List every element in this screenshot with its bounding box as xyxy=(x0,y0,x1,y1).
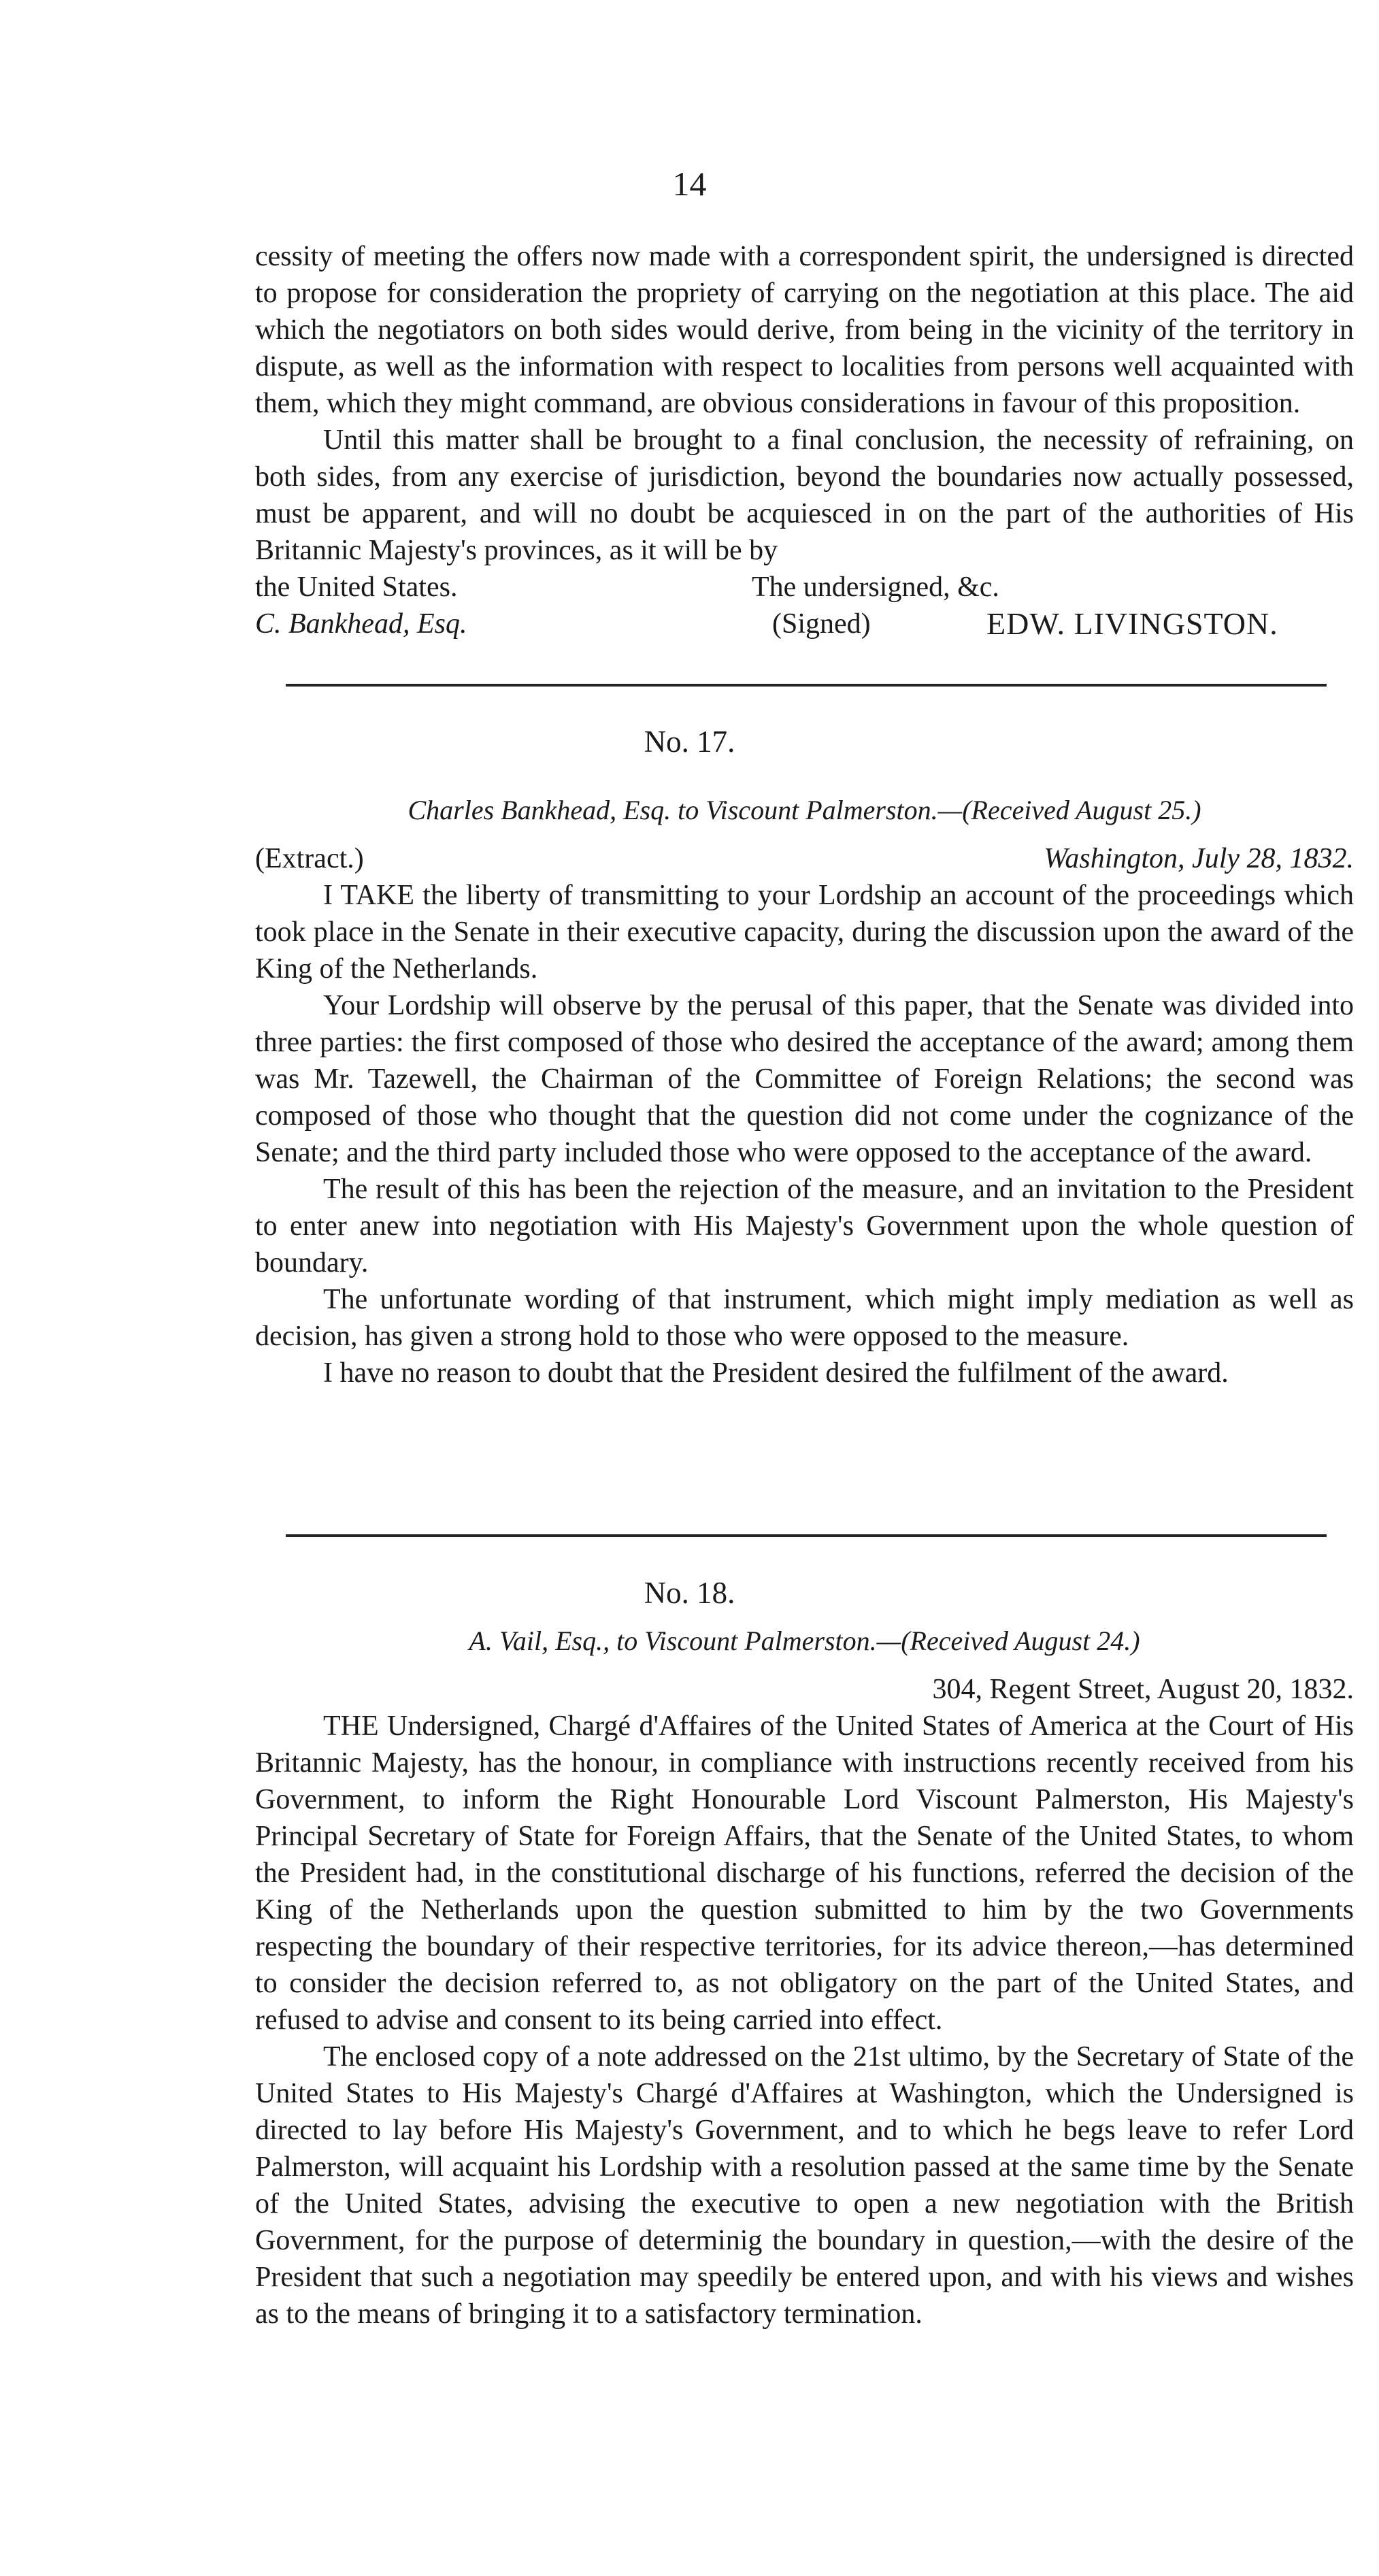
section-divider xyxy=(286,684,1327,687)
signatory: EDW. LIVINGSTON. xyxy=(986,606,1278,641)
paragraph: I TAKE the liberty of transmitting to your Lordship an account of the proceedings which took place in the Senate in their executive capacity, during the discussion upon the award of the King of the Netherlands. xyxy=(255,880,1354,985)
dateline-17: Washington, July 28, 1832. xyxy=(1044,843,1354,874)
continuation-section xyxy=(255,238,1354,642)
document-heading-17: No. 17. xyxy=(644,725,735,759)
paragraph: The enclosed copy of a note addressed on the 21st ultimo, by the Secretary of State of the United States to His Majesty's Chargé d'Affaires at Washington, which the Undersigned is directed to lay before His Majesty's Government, and to which he begs leave to refer Lord Palmerston, will acquaint his Lordship with a resolution passed at the same time by the Senate of the United States, advising the executive to open a new negotiation with the British Government, for the purpose of determinig the boundary in question,—with the desire of the President that such a negotiation may speedily be entered upon, and with his views and wishes as to the means of bringing it to a satisfactory termination. xyxy=(255,2041,1354,2330)
document-heading-18: No. 18. xyxy=(644,1576,735,1610)
document-subheading-18: A. Vail, Esq., to Viscount Palmerston.—(Received August 24.) xyxy=(469,1625,1140,1656)
last-line: the United States. xyxy=(255,572,458,603)
continuation-paragraph: Until this matter shall be brought to a final conclusion, the necessity of refraining, on both sides, from any exercise of jurisdiction, beyond the boundaries now actually possessed, must be apparent, and will no doubt be acquiesced in on the part of the authorities of His Britannic Majesty's provinces, as it will be by xyxy=(255,425,1354,566)
paragraph: I have no reason to doubt that the President desired the fulfilment of the award. xyxy=(323,1357,1229,1389)
document-17-body xyxy=(255,840,1354,1391)
signature-row xyxy=(255,606,1354,642)
paragraph: THE Undersigned, Chargé d'Affaires of the United States of America at the Court of His Britannic Majesty, has the honour, in compliance with instructions recently received from his Government, to inform the Right Honourable Lord Viscount Palmerston, His Majesty's Principal Secretary of State for Foreign Affairs, that the Senate of the United States, to whom the President had, in the constitutional discharge of his functions, referred the decision of the King of the Netherlands upon the question submitted to him by the two Governments respecting the boundary of their respective territories, for its advice thereon,—has determined to consider the decision referred to, as not obligatory on the part of the United States, and refused to advise and consent to its being carried into effect. xyxy=(255,1711,1354,2036)
page-number: 14 xyxy=(672,165,707,203)
document-subheading-17: Charles Bankhead, Esq. to Viscount Palmerston.—(Received August 25.) xyxy=(408,795,1201,825)
paragraph: The unfortunate wording of that instrument, which might imply mediation as well as decision, has given a strong hold to those who were opposed to the measure. xyxy=(255,1284,1354,1352)
extract-row xyxy=(255,840,1354,877)
signed-label: (Signed) xyxy=(772,608,871,640)
continuation-paragraph: cessity of meeting the offers now made with a correspondent spirit, the undersigned is directed to propose for consideration the propriety of carrying on the negotiation at this place. The aid which the negotiators on both sides would derive, from being in the vicinity of the territory in dispute, as well as the information with respect to localities from persons well acquainted with them, which they might command, are obvious considerations in favour of this proposition. xyxy=(255,241,1354,419)
section-divider xyxy=(286,1534,1327,1537)
addressee: C. Bankhead, Esq. xyxy=(255,608,467,640)
dateline-row xyxy=(255,1671,1354,1708)
dateline-18: 304, Regent Street, August 20, 1832. xyxy=(932,1674,1354,1705)
document-18-body xyxy=(255,1671,1354,2332)
extract-label: (Extract.) xyxy=(255,843,364,874)
closing-formula: The undersigned, &c. xyxy=(752,572,999,603)
closing-row xyxy=(255,569,1354,606)
paragraph: Your Lordship will observe by the perusal of this paper, that the Senate was divided into three parties: the first composed of those who desired the acceptance of the award; among them was Mr. Tazewell, the Chairman of the Committee of Foreign Relations; the second was composed of those who thought that the question did not come under the cognizance of the Senate; and the third party included those who were opposed to the acceptance of the award. xyxy=(255,990,1354,1168)
paragraph: The result of this has been the rejection of the measure, and an invitation to the President to enter anew into negotiation with His Majesty's Government upon the whole question of boundary. xyxy=(255,1174,1354,1278)
